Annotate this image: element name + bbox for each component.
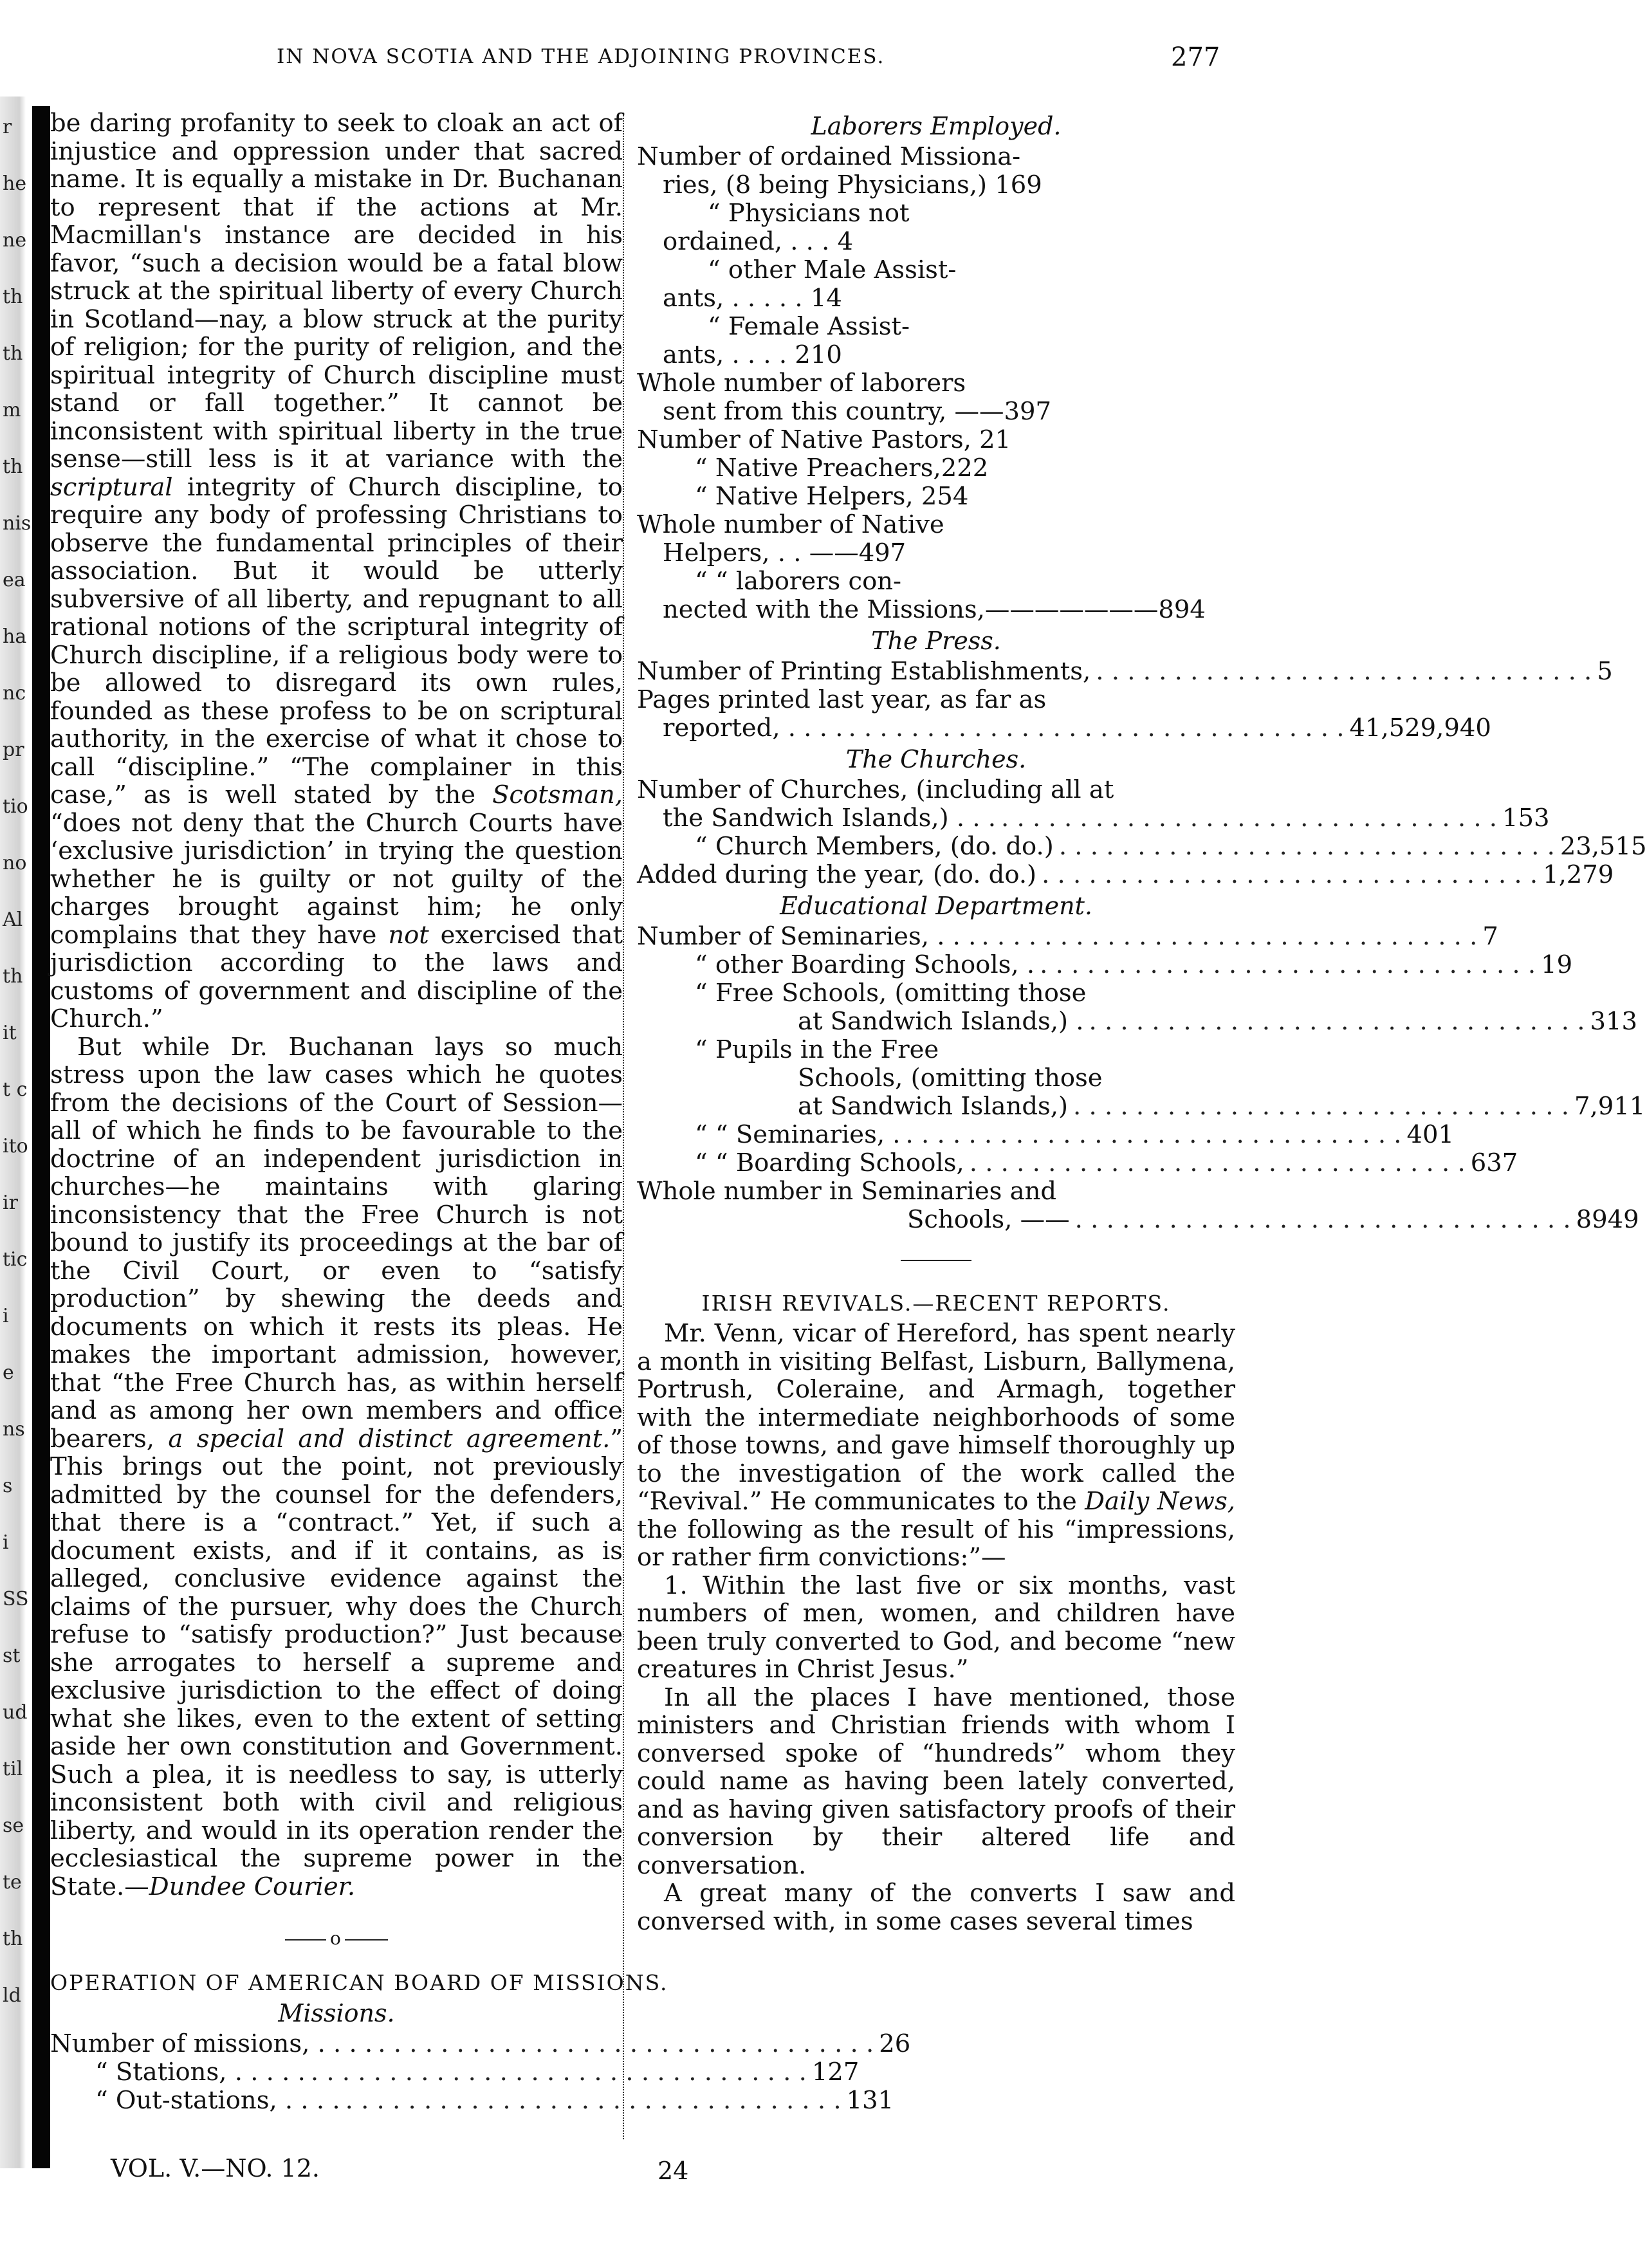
education-row-label: at Sandwich Islands,) <box>798 1092 1068 1121</box>
education-row <box>637 1177 1235 1206</box>
churches-row-label: “ Church Members, (do. do.) <box>695 832 1054 861</box>
missions-row-value: 127 <box>811 2058 860 2087</box>
margin-fragment: i <box>3 1305 9 1327</box>
education-row-label: “ other Boarding Schools, . <box>695 950 1035 979</box>
education-row-label: at Sandwich Islands,) . <box>798 1007 1084 1036</box>
laborers-line: Whole number of laborers <box>637 369 966 398</box>
churches-row-label: Number of Churches, (including all at <box>637 775 1114 804</box>
laborers-line: “ other Male Assist- <box>708 255 957 284</box>
revivals-point: 1. Within the last five or six months, vast numbers of men, women, and children have been truly converted to God, and become “new creatures in Christ Jesus.” <box>637 1571 1235 1684</box>
margin-fragment: m <box>3 399 21 421</box>
education-row <box>637 979 1235 1008</box>
margin-fragment: tio <box>3 795 28 818</box>
p2-italic: a special and distinct agreement. <box>168 1424 611 1453</box>
churches-row: “ Church Members, (do. do.) . . . . . . . . . . . . . . . . . . . . . . . . . . . . . . . . 23,515 <box>695 832 1647 861</box>
column-rule <box>623 113 624 2139</box>
margin-fragment: te <box>3 1871 22 1894</box>
education-row-label: Number of Seminaries, . . . <box>637 922 977 951</box>
section-separator <box>901 1260 971 1261</box>
laborers-line: Whole number of Native <box>637 510 944 539</box>
margin-fragment: tic <box>3 1248 28 1271</box>
margin-fragment: e <box>3 1361 14 1384</box>
revivals-paper: Daily News, <box>1085 1487 1235 1516</box>
education-row-label: “ Pupils in the Free <box>695 1035 939 1064</box>
laborers-line: Number of ordained Missiona- <box>637 142 1021 171</box>
churches-row: Added during the year, (do. do.) . . . . . . . . . . . . . . . . . . . . . . . . . . . . . . . . 1,279 <box>637 860 1614 889</box>
missions-row-value: 26 <box>879 2029 911 2058</box>
margin-fragment: ha <box>3 625 27 648</box>
education-row: Schools, —— . . . . . . . . . . . . . . . . . . . . . . . . . . . . . . . . 8949 <box>907 1205 1639 1234</box>
education-heading: Educational Department. <box>780 892 1092 920</box>
revivals-intro-end: the following as the result of his “impressions, or rather firm convictions:”— <box>637 1515 1235 1572</box>
churches-row-value: 153 <box>1502 804 1550 833</box>
revivals-intro-text: Mr. Venn, vicar of Hereford, has spent nearly a month in visiting Belfast, Lisburn, Ballymena, Portrush, Coleraine, and Armagh, together with the intermediate neighborhoods of some of those towns, and gave himself thoroughly up to the investigation of the work called the “Revival.” He communicates to the <box>637 1319 1235 1516</box>
p1-italic: scriptural <box>50 472 173 502</box>
margin-fragment: s <box>3 1475 13 1497</box>
margin-fragment: ea <box>3 569 26 591</box>
laborers-heading: Laborers Employed. <box>811 112 1062 140</box>
education-row-label: Whole number in Seminaries and <box>637 1177 1057 1206</box>
margin-fragment: pr <box>3 739 24 761</box>
education-row: at Sandwich Islands,) . . . . . . . . . . . . . . . . . . . . . . . . . . . . . . . . . 313 <box>798 1007 1637 1036</box>
press-row-label: reported, . . . . <box>663 714 843 742</box>
p2-end: ” This brings out the point, not previously admitted by the counsel for the defenders, that there is a “contract.” Yet, if such a document exists, and if it contains, as is alleged, conclusive evidence against the claims of the pursuer, why does the Church refuse to “satisfy production?” Just because she arrogates to herself a supreme and exclusive jurisdiction to the effect of doing what she likes, even to the extent of setting aside her own constitution and Government. Such a plea, it is needless to say, is utterly inconsistent both with civil and religious liberty, and would in its operation render the ecclesiastical the supreme power in the State.— <box>50 1424 623 1901</box>
paragraph-buchanan <box>50 109 623 1033</box>
laborers-line: ants, . . . . 210 <box>663 340 842 369</box>
laborers-line: Helpers, . . ——497 <box>663 539 906 567</box>
education-row-value: 8949 <box>1576 1205 1639 1234</box>
margin-fragment: t c <box>3 1078 28 1101</box>
volume-footer: VOL. V.—NO. 12. <box>111 2154 320 2182</box>
attribution-dundee-courier: Dundee Courier. <box>149 1872 356 1901</box>
separator-mark: o <box>326 1928 345 1949</box>
laborers-line: ries, (8 being Physicians,) 169 <box>663 171 1042 199</box>
churches-row-label: the Sandwich Islands,) . . . <box>663 804 997 833</box>
margin-fragment: it <box>3 1022 17 1044</box>
press-row-label: Pages printed last year, as far as <box>637 685 1047 714</box>
margin-fragment: ns <box>3 1418 25 1441</box>
running-head: IN NOVA SCOTIA AND THE ADJOINING PROVINCES. <box>277 45 885 68</box>
missions-row-label: “ Out-stations, . . . . <box>95 2086 340 2115</box>
revivals-point: A great many of the converts I saw and conversed with, in some cases several times <box>637 1879 1235 1936</box>
p1-after-scotsman: “does not deny that the Church Courts have ‘exclusive jurisdiction’ in trying the question whether he is guilty or not guilty of the charges brought against him; he only complains that they have <box>50 808 623 950</box>
education-row <box>637 1036 1235 1064</box>
missions-heading: Missions. <box>278 1999 395 2027</box>
revivals-point: In all the places I have mentioned, those ministers and Christian friends with whom I conversed spoke of “hundreds” whom they could name as having been lately converted, and as having given satisfactory proofs of their conversion by their altered life and conversation. <box>637 1683 1235 1880</box>
churches-row: the Sandwich Islands,) . . . . . . . . . . . . . . . . . . . . . . . . . . . . . . . . . . . 153 <box>663 804 1550 833</box>
education-row-label: “ Free Schools, (omitting those <box>695 979 1087 1008</box>
margin-fragment: ir <box>3 1192 18 1214</box>
margin-fragment: ld <box>3 1984 21 2007</box>
board-heading: OPERATION OF AMERICAN BOARD OF MISSIONS. <box>50 1970 668 1995</box>
education-row-label: Schools, —— <box>907 1205 1070 1234</box>
missions-row: Number of missions, . . . . . . . . . . . . . . . . . . . . . . . . . . . . . . . . . . . . 26 <box>50 2029 911 2058</box>
education-row-value: 7 <box>1482 922 1498 951</box>
laborers-line: sent from this country, ——397 <box>663 397 1052 426</box>
education-row: “ other Boarding Schools, . . . . . . . . . . . . . . . . . . . . . . . . . . . . . . . . . 19 <box>695 950 1573 979</box>
churches-row-value: 23,515 <box>1560 832 1647 861</box>
education-row <box>637 1064 1235 1093</box>
education-row: at Sandwich Islands,) . . . . . . . . . . . . . . . . . . . . . . . . . . . . . . . . 7,911 <box>798 1092 1646 1121</box>
margin-fragment: til <box>3 1758 23 1780</box>
section-separator <box>285 1928 388 1949</box>
press-row <box>637 686 1235 714</box>
revivals-heading: IRISH REVIVALS.—RECENT REPORTS. <box>701 1291 1171 1316</box>
margin-fragment: no <box>3 852 27 874</box>
margin-fragment: th <box>3 342 23 365</box>
margin-fragment: th <box>3 965 23 988</box>
right-column <box>637 109 1647 1936</box>
churches-heading: The Churches. <box>845 745 1027 773</box>
press-row: Number of Printing Establishments, . . . . . . . . . . . . . . . . . . . . . . . . . . . . . . . . 5 <box>637 657 1613 686</box>
laborers-line: “ Native Helpers, 254 <box>695 482 969 511</box>
p1-scotsman: Scotsman, <box>492 780 623 809</box>
margin-fragment: ne <box>3 229 27 252</box>
missions-row: “ Out-stations, . . . . . . . . . . . . . . . . . . . . . . . . . . . . . . . . . . . . 131 <box>95 2086 894 2115</box>
laborers-line: ordained, . . . 4 <box>663 227 854 256</box>
laborers-line: nected with the Missions,———————894 <box>663 595 1206 624</box>
laborers-line: “ “ laborers con- <box>695 567 902 596</box>
paragraph-free-church <box>50 1033 623 1901</box>
press-row-label: Number of Printing Establishments, <box>637 657 1091 686</box>
education-row-value: 313 <box>1590 1007 1637 1036</box>
margin-fragment: ud <box>3 1701 28 1724</box>
margin-fragment: nc <box>3 682 26 705</box>
p1-end: exercised that jurisdiction according to the laws and customs of government and discipline of the Church.” <box>50 920 623 1033</box>
p1-not: not <box>388 920 429 950</box>
page-number: 277 <box>1171 42 1220 72</box>
margin-fragment: se <box>3 1814 24 1837</box>
education-row-value: 637 <box>1470 1148 1518 1177</box>
p1-text: be daring profanity to seek to cloak an act of injustice and oppression under that sacred name. It is equally a mistake in Dr. Buchanan to represent that if the actions at Mr. Macmillan's instance are decided in his favor, “such a decision would be a fatal blow struck at the spiritual liberty of every Church in Scotland—nay, a blow struck at the purity of religion; for the purity of religion, and the spiritual integrity of Church discipline must stand or fall together.” It cannot be inconsistent with spiritual liberty in the true sense—still less is it at variance with the <box>50 109 623 474</box>
revivals-intro <box>637 1320 1235 1572</box>
churches-row-label: Added during the year, (do. do.) <box>637 860 1037 889</box>
press-row: reported, . . . . . . . . . . . . . . . . . . . . . . . . . . . . . . . . . . . . 41,529,940 <box>663 714 1491 742</box>
education-row-value: 401 <box>1406 1120 1455 1149</box>
margin-fragment: ito <box>3 1135 28 1157</box>
missions-row-label: “ Stations, . . . . . <box>95 2058 306 2087</box>
laborers-line: “ Female Assist- <box>708 312 910 341</box>
margin-fragment: st <box>3 1645 21 1667</box>
margin-fragment: Al <box>3 908 23 931</box>
laborers-line: “ Native Preachers,222 <box>695 454 989 483</box>
margin-fragment: r <box>3 116 12 138</box>
p2-text: But while Dr. Buchanan lays so much stress upon the law cases which he quotes from the decisions of the Court of Session—all of which he finds to be favourable to the doctrine of an independent jurisdiction in churches—he maintains with glaring inconsistency that the Free Church is not bound to justify its proceedings at the bar of the Civil Court, or even to “satisfy production” by shewing the deeds and documents on which it rests its pleas. He makes the important admission, however, that “the Free Church has, as within herself and as among her own members and office bearers, <box>50 1032 623 1453</box>
education-row: “ “ Boarding Schools, . . . . . . . . . . . . . . . . . . . . . . . . . . . . . . . . 637 <box>695 1148 1518 1177</box>
press-row-value: 5 <box>1597 657 1613 686</box>
education-row-label: “ “ Seminaries, . <box>695 1120 901 1149</box>
education-row-value: 7,911 <box>1574 1092 1646 1121</box>
education-row: “ “ Seminaries, . . . . . . . . . . . . . . . . . . . . . . . . . . . . . . . . . 401 <box>695 1120 1455 1149</box>
press-heading: The Press. <box>871 627 1001 655</box>
p1-after-italic: integrity of Church discipline, to require any body of professing Christians to observe the fundamental principles of their association. But it would be utterly subversive of all liberty, and repugnant to all rational notions of the scriptural integrity of Church discipline, if a religious body were to be allowed to disregard its own rules, founded as these profess to be on scriptural authority, in the exercise of what it chose to call “discipline.” “The complainer in this case,” as is well stated by the <box>50 472 623 809</box>
margin-fragment: th <box>3 286 23 308</box>
margin-fragment: he <box>3 172 27 195</box>
margin-fragment: th <box>3 1928 23 1950</box>
press-row-value: 41,529,940 <box>1349 714 1491 742</box>
education-row-value: 19 <box>1541 950 1573 979</box>
laborers-line: ants, . . . . . 14 <box>663 284 842 313</box>
churches-row <box>637 776 1235 804</box>
margin-fragment: i <box>3 1531 9 1554</box>
margin-fragment: th <box>3 456 23 478</box>
laborers-line: Number of Native Pastors, 21 <box>637 425 1011 454</box>
churches-row-value: 1,279 <box>1543 860 1614 889</box>
laborers-line: “ Physicians not <box>708 199 910 228</box>
margin-fragment: nis <box>3 512 32 535</box>
education-row-label: Schools, (omitting those <box>798 1064 1103 1093</box>
signature-mark: 24 <box>658 2157 689 2185</box>
education-row: Number of Seminaries, . . . . . . . . . . . . . . . . . . . . . . . . . . . . . . . . . . . 7 <box>637 922 1498 951</box>
binding-bar <box>32 106 50 2168</box>
missions-row-label: Number of missions, . . . . <box>50 2029 373 2058</box>
education-row-label: “ “ Boarding Schools, <box>695 1148 964 1177</box>
margin-fragment: SS <box>3 1588 29 1610</box>
missions-row-value: 131 <box>846 2086 894 2115</box>
missions-row: “ Stations, . . . . . . . . . . . . . . . . . . . . . . . . . . . . . . . . . . . . . 127 <box>95 2058 860 2087</box>
